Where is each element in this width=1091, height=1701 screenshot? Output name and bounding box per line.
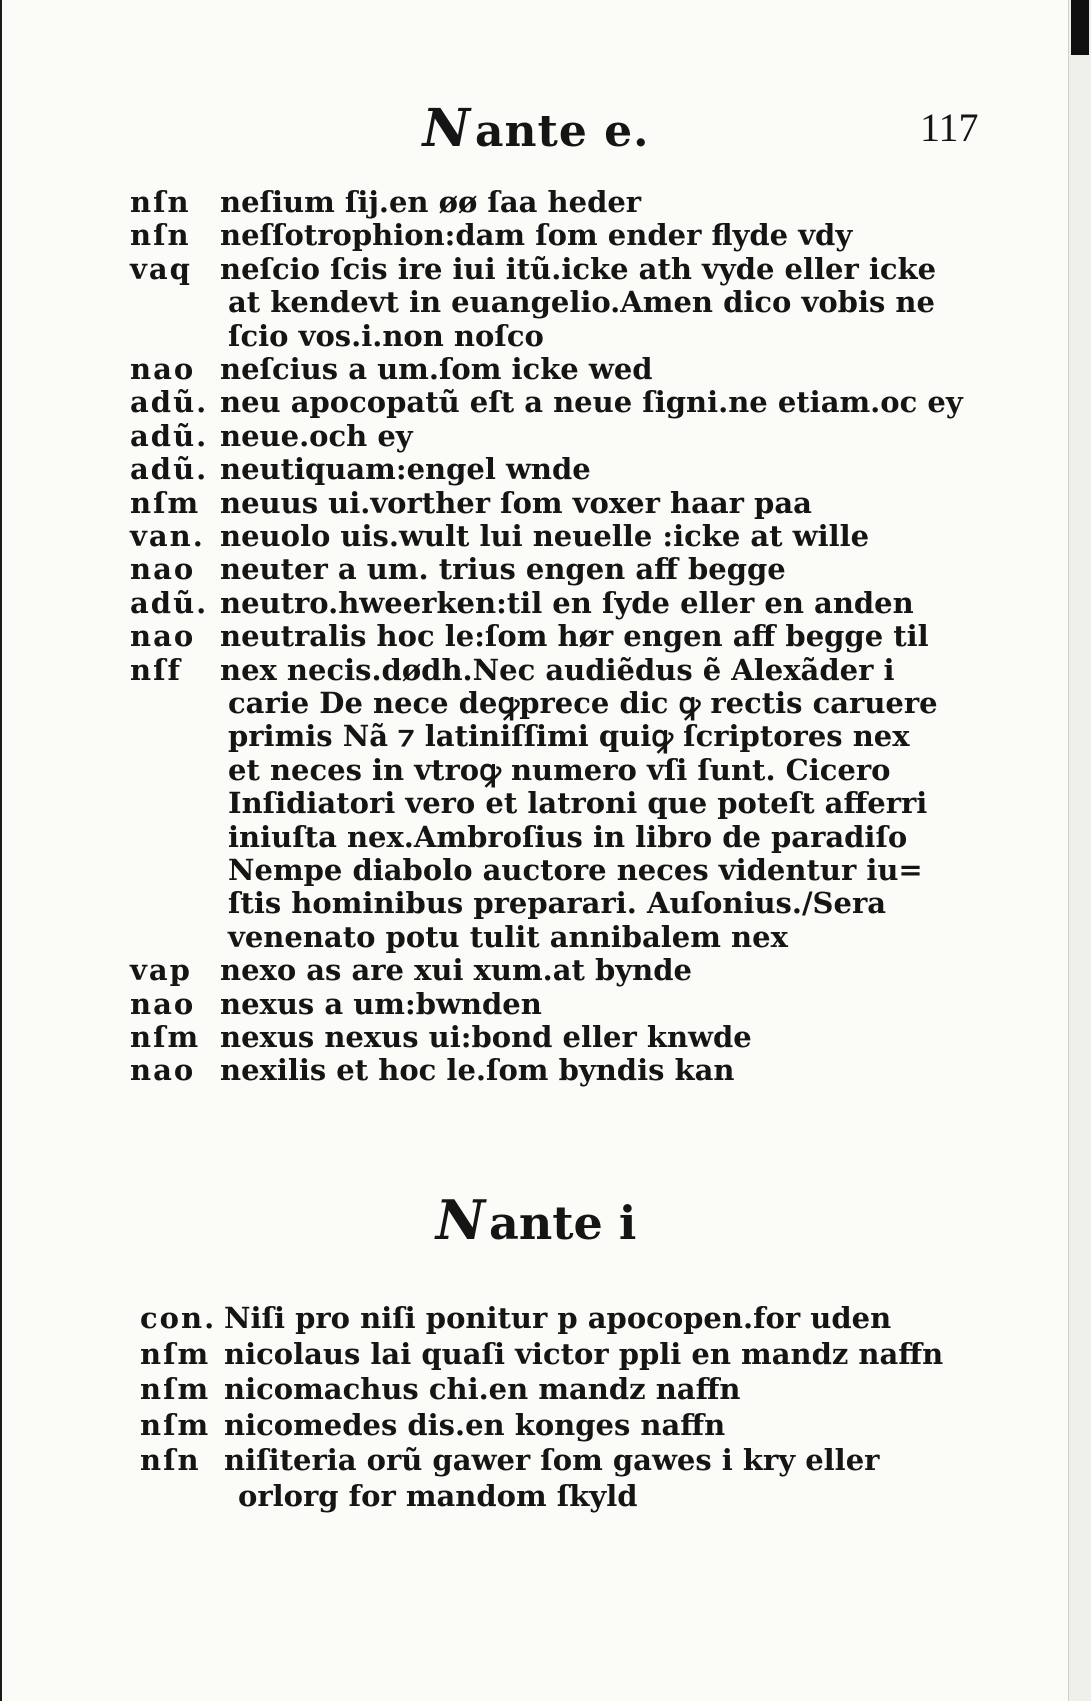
entry-text: ſtis hominibus preparari. Auſonius./Sera (228, 886, 887, 921)
grammar-code: nſf (130, 652, 183, 687)
grammar-code: nao (130, 352, 196, 386)
scan-edge (1068, 0, 1091, 1701)
entry-text: nexus nexus ui:bond eller knwde (220, 1020, 752, 1054)
entry-text: et neces in vtroꝙ numero vſi ſunt. Cicero (228, 752, 891, 787)
entry-text: neutiquam:engel wnde (220, 452, 591, 487)
entry-text: Nempe diabolo auctore neces videntur iu= (228, 853, 923, 887)
grammar-code: nſm (140, 1336, 211, 1371)
grammar-code: nao (130, 552, 196, 587)
section-heading-text: ante i (489, 1196, 637, 1250)
grammar-code: nſn (130, 218, 191, 253)
entry-text: nicomachus chi.en mandz naffn (224, 1372, 741, 1407)
grammar-code: vap (130, 953, 192, 988)
entry-text: niſiteria orũ gawer ſom gawes i kry eller (224, 1443, 880, 1478)
grammar-code: nſn (140, 1443, 201, 1478)
grammar-code: nſn (130, 185, 191, 219)
grammar-code: nſm (140, 1372, 211, 1407)
entry-text: nexo as are xui xum.at bynde (220, 953, 692, 988)
entry-text: neuolo uis.wult lui neuelle :icke at wille (220, 519, 870, 553)
running-head-text: ante e. (475, 106, 650, 157)
entry-text: Niſi pro niſi ponitur p apocopen.for uden (224, 1301, 892, 1335)
entry-text: ſcio vos.i.non noſco (228, 318, 544, 353)
entry-text: neſium ſij.en øø ſaa heder (220, 185, 642, 219)
entry-text: neue.och ey (220, 418, 413, 453)
grammar-code: adũ. (130, 452, 209, 487)
entry-text: carie De nece deꝙprece dic ꝙ rectis caruere (228, 686, 938, 720)
running-head (2, 98, 1070, 159)
entry-text: nicomedes dis.en konges naffn (224, 1407, 726, 1442)
entry-text: iniuſta nex.Ambroſius in libro de paradiſo (228, 819, 908, 854)
entry-text: orlorg for mandom ſkyld (238, 1479, 638, 1513)
entry-text: neutro.hweerken:til en ſyde eller en anden (220, 585, 914, 620)
entry-text: neutralis hoc le:ſom hør engen aff begge til (220, 619, 929, 654)
entry-text: nicolaus lai quaſi victor ppli en mandz naffn (224, 1336, 944, 1371)
entry-text: nexilis et hoc le.ſom byndis kan (220, 1053, 735, 1088)
grammar-code: nſm (130, 485, 201, 520)
entry-text: neſcius a um.ſom icke wed (220, 352, 653, 386)
page-number: 117 (920, 105, 979, 150)
entry-text: neuter a um. trius engen aff begge (220, 552, 786, 587)
entry-text: Inſidiatori vero et latroni que poteſt afferri (228, 786, 928, 821)
grammar-code: nſm (140, 1407, 211, 1442)
grammar-code: van. (130, 519, 205, 553)
entry-text: neſſotrophion:dam ſom ender flyde vdy (220, 218, 853, 253)
grammar-code: nao (130, 986, 196, 1021)
entry-text: nex necis.dødh.Nec audiẽdus ẽ Alexãder i (220, 652, 895, 687)
entry-text: neſcio ſcis ire iui itũ.icke ath vyde eller icke (220, 251, 937, 286)
entry-text: primis Nã ⁊ latiniſſimi quiꝙ ſcriptores nex (228, 719, 910, 754)
grammar-code: nſm (130, 1020, 201, 1054)
entry-text: neu apocopatũ eſt a neue ſigni.ne etiam.oc ey (220, 385, 963, 420)
ornate-initial: N (435, 1188, 486, 1252)
grammar-code: adũ. (130, 385, 209, 420)
entry-text: nexus a um:bwnden (220, 986, 542, 1021)
grammar-code: adũ. (130, 418, 209, 453)
section-heading (2, 1188, 1070, 1252)
entry-text: venenato potu tulit annibalem nex (228, 919, 788, 954)
grammar-code: con. (140, 1301, 217, 1335)
grammar-code: nao (130, 1053, 196, 1088)
grammar-code: adũ. (130, 585, 209, 620)
entry-text: neuus ui.vorther ſom voxer haar paa (220, 485, 812, 520)
grammar-code: nao (130, 619, 196, 654)
grammar-code: vaq (130, 251, 192, 286)
ornate-initial: N (422, 98, 472, 159)
entry-text: at kendevt in euangelio.Amen dico vobis ne (228, 285, 935, 320)
